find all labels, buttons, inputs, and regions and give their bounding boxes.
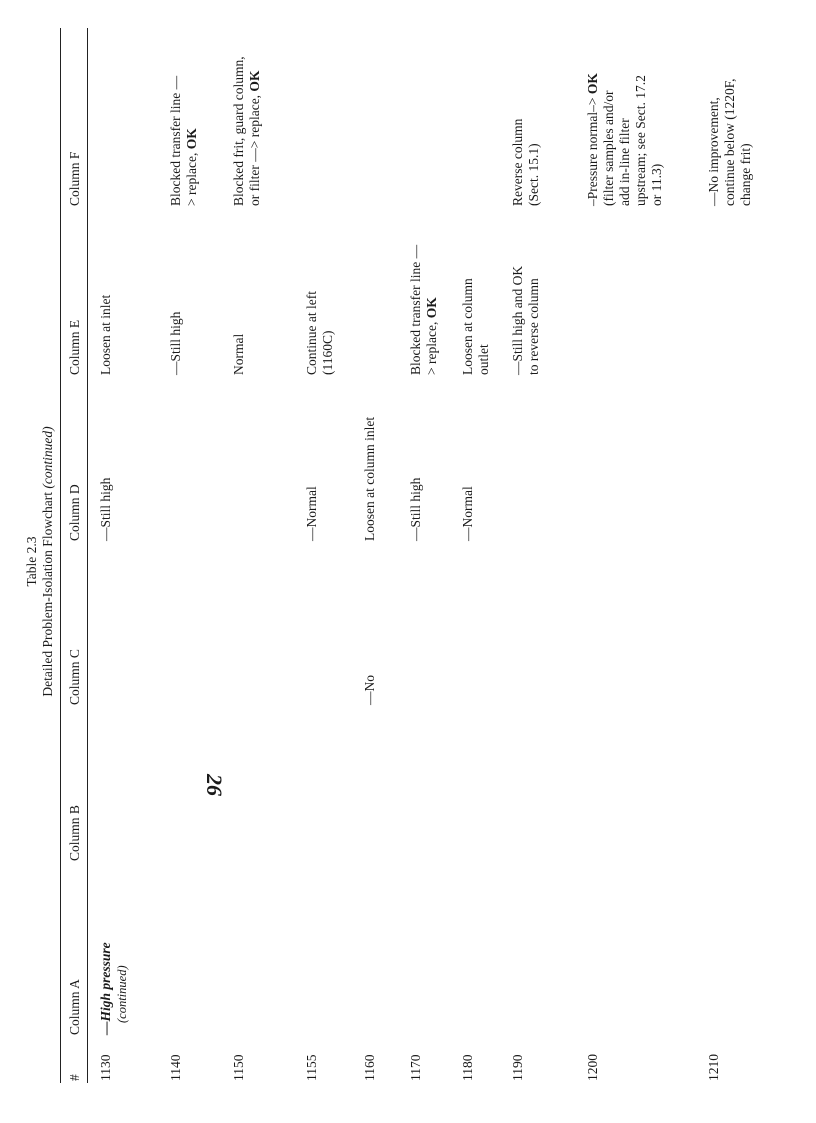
cell-1130-a — [98, 875, 130, 1035]
cell-1190-e: —Still high and OK to reverse column — [510, 265, 541, 375]
row-num-1140: 1140 — [168, 1054, 183, 1081]
cell-1155-d: —Normal — [304, 486, 319, 541]
col-header-c: Column C — [67, 649, 82, 705]
col-header-f: Column F — [67, 151, 82, 206]
cell-1170-d: —Still high — [408, 477, 423, 541]
col-header-a: Column A — [67, 979, 82, 1035]
cell-1140-f — [168, 71, 200, 206]
cell-1140-f-text: Blocked transfer line —> replace, — [168, 75, 199, 206]
cell-1150-e: Normal — [231, 333, 246, 375]
cell-1190-f: Reverse column (Sect. 15.1) — [510, 118, 541, 206]
cell-1140-e: —Still high — [168, 311, 183, 375]
cell-1130-a-main: —High pressure — [98, 942, 113, 1035]
cell-1180-d: —Normal — [460, 486, 475, 541]
table-title-main: Detailed Problem-Isolation Flowchart — [40, 488, 55, 697]
row-num-1210: 1210 — [706, 1054, 721, 1081]
cell-1200-f-ok: OK — [585, 73, 600, 95]
row-num-1190: 1190 — [510, 1054, 525, 1081]
cell-1150-f — [231, 56, 263, 206]
table-title-suffix: (continued) — [40, 426, 55, 489]
row-num-1150: 1150 — [231, 1054, 246, 1081]
cell-1160-c: —No — [362, 675, 377, 705]
cell-1180-e: Loosen at column outlet — [460, 278, 491, 375]
table-number: Table 2.3 — [24, 536, 39, 587]
cell-1170-e-text: Blocked transfer line —> replace, — [408, 244, 439, 375]
row-num-1155: 1155 — [304, 1054, 319, 1081]
col-header-b: Column B — [67, 805, 82, 861]
cell-1150-f-text: Blocked frit, guard column, or filter —> replace, — [231, 56, 262, 206]
cell-1130-a-sub: (continued) — [115, 965, 129, 1023]
col-header-num: # — [67, 1074, 82, 1081]
cell-1200-f-pre: –Pressure normal–> — [585, 94, 600, 206]
cell-1130-e: Loosen at inlet — [98, 294, 113, 375]
cell-1170-e-ok: OK — [424, 297, 439, 319]
cell-1170-e — [408, 240, 440, 375]
col-header-d: Column D — [67, 484, 82, 541]
cell-1210-f: —No improvement, continue below (1220F, change frit) — [706, 78, 753, 206]
cell-1150-f-ok: OK — [247, 70, 262, 92]
cell-1160-d: Loosen at column inlet — [362, 416, 377, 541]
cell-1140-f-ok: OK — [184, 128, 199, 150]
header-top-rule — [60, 28, 61, 1083]
cell-1155-e: Continue at left (1160C) — [304, 291, 335, 375]
cell-1200-f-post: (filter samples and/or add in-line filter upstream; see Sect. 17.2 or 11.3) — [601, 75, 664, 206]
row-num-1160: 1160 — [362, 1054, 377, 1081]
header-bottom-rule — [87, 28, 88, 1083]
row-num-1180: 1180 — [460, 1054, 475, 1081]
row-num-1200: 1200 — [585, 1054, 600, 1081]
table-title — [40, 0, 56, 1123]
cell-1130-d: —Still high — [98, 477, 113, 541]
cell-1200-f — [585, 68, 665, 206]
page-number: 26 — [202, 774, 227, 796]
row-num-1130: 1130 — [98, 1054, 113, 1081]
row-num-1170: 1170 — [408, 1054, 423, 1081]
col-header-e: Column E — [67, 319, 82, 375]
